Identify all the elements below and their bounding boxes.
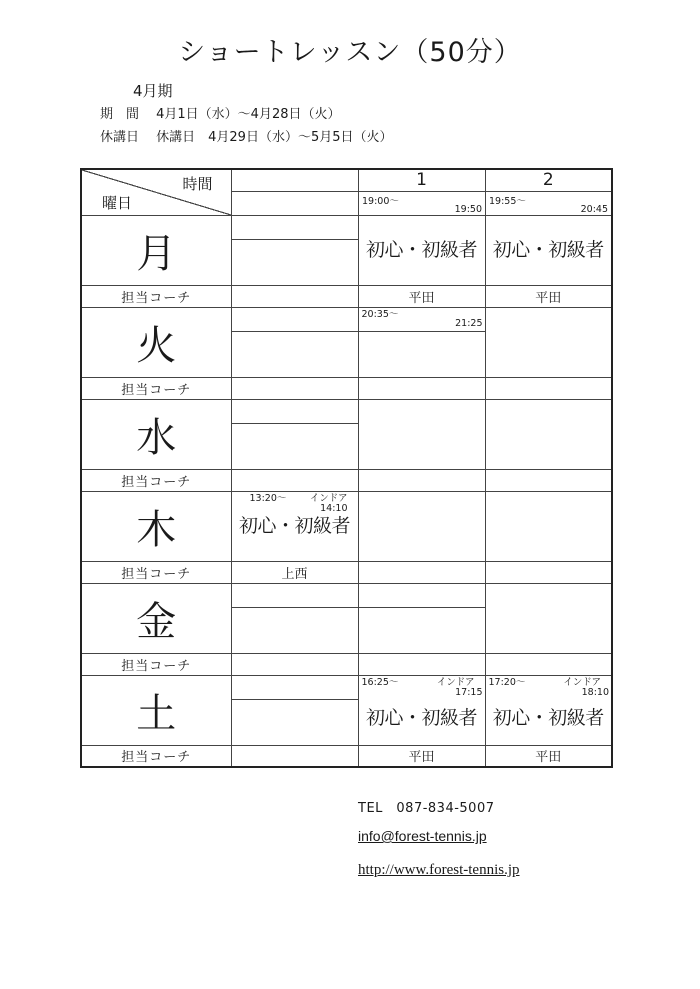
website-link[interactable]: http://www.forest-tennis.jp xyxy=(358,862,520,878)
day-tuesday: 火 xyxy=(81,307,231,377)
sat-col2-slot xyxy=(485,675,612,745)
schedule-table xyxy=(80,168,613,768)
lesson-name: 初心・初級者 xyxy=(492,238,604,261)
thu-col0-slot xyxy=(231,491,358,561)
time-end: 20:45 xyxy=(580,204,608,215)
day-header: 曜日 xyxy=(102,193,133,212)
indoor-label: インドア xyxy=(436,676,475,688)
fri-col2-coach xyxy=(485,653,612,675)
thu-col1-slot xyxy=(358,491,485,561)
time-start: 19:55～ xyxy=(489,196,526,207)
day-wednesday: 水 xyxy=(81,399,231,469)
coach-name: 平田 xyxy=(358,285,485,307)
day-thursday: 木 xyxy=(81,491,231,561)
time-header: 時間 xyxy=(182,175,213,193)
coach-label: 担当コーチ xyxy=(81,469,231,491)
mon-col1-slot xyxy=(358,215,485,285)
wed-col1-coach xyxy=(358,469,485,491)
phone-number: TEL 087-834-5007 xyxy=(358,801,495,816)
thu-col1-coach xyxy=(358,561,485,583)
sat-col0-top xyxy=(231,675,358,699)
time-end: 14:10 xyxy=(320,502,348,514)
indoor-label: インドア xyxy=(309,492,348,504)
period-line: 期 間 4月1日（水）～4月28日（火） xyxy=(100,107,341,122)
coach-label: 担当コーチ xyxy=(81,745,231,767)
day-friday: 金 xyxy=(81,583,231,653)
time-start: 13:20～ xyxy=(249,492,287,504)
time-end: 21:25 xyxy=(455,318,483,329)
tue-col1-body xyxy=(358,331,485,377)
tue-col2-slot xyxy=(485,307,612,377)
lesson-name: 初心・初級者 xyxy=(238,514,350,537)
mon-col2-slot xyxy=(485,215,612,285)
fri-col0-coach xyxy=(231,653,358,675)
corner-header xyxy=(81,169,231,215)
day-saturday: 土 xyxy=(81,675,231,745)
mon-col1-times xyxy=(358,192,485,216)
coach-name: 平田 xyxy=(358,745,485,767)
thu-col2-coach xyxy=(485,561,612,583)
lesson-name: 初心・初級者 xyxy=(492,706,604,729)
sat-col0-coach xyxy=(231,745,358,767)
fri-col1-coach xyxy=(358,653,485,675)
mon-col0-top xyxy=(231,215,358,239)
wed-col0-bottom xyxy=(231,423,358,469)
time-end: 17:15 xyxy=(455,686,483,698)
wed-col2-coach xyxy=(485,469,612,491)
wed-col0-coach xyxy=(231,469,358,491)
coach-label: 担当コーチ xyxy=(81,377,231,399)
col1-header: 1 xyxy=(358,169,485,191)
page-title: ショートレッスン（50分） xyxy=(178,37,522,68)
fri-col0-top xyxy=(231,583,358,607)
tue-col0-coach xyxy=(231,377,358,399)
col2-header: 2 xyxy=(485,169,612,191)
mon-col0-bottom xyxy=(231,239,358,285)
tue-col0-top xyxy=(231,307,358,331)
time-start: 19:00～ xyxy=(362,196,399,207)
sat-col0-bottom xyxy=(231,699,358,745)
lesson-name: 初心・初級者 xyxy=(365,238,477,261)
holiday-line: 休講日 休講日 4月29日（水）～5月5日（火） xyxy=(100,130,393,145)
day-monday: 月 xyxy=(81,215,231,285)
time-end: 19:50 xyxy=(454,204,482,215)
mon-col0-coach xyxy=(231,285,358,307)
coach-label: 担当コーチ xyxy=(81,653,231,675)
wed-col2-slot xyxy=(485,399,612,469)
tue-col2-coach xyxy=(485,377,612,399)
tue-col0-bottom xyxy=(231,331,358,377)
coach-name: 上西 xyxy=(231,561,358,583)
fri-col2-slot xyxy=(485,583,612,653)
time-start: 16:25～ xyxy=(361,676,399,688)
term-label: 4月期 xyxy=(133,82,173,100)
fri-col1-bottom xyxy=(358,607,485,653)
col0-header xyxy=(231,169,358,191)
sat-col1-slot xyxy=(358,675,485,745)
indoor-label: インドア xyxy=(563,676,601,688)
wed-col0-top xyxy=(231,399,358,423)
time-end: 18:10 xyxy=(581,686,609,698)
coach-name: 平田 xyxy=(485,745,612,767)
mon-col2-times xyxy=(485,192,611,216)
tue-col1-time xyxy=(358,307,485,331)
fri-col0-bottom xyxy=(231,607,358,653)
coach-label: 担当コーチ xyxy=(81,285,231,307)
coach-name: 平田 xyxy=(485,285,612,307)
lesson-name: 初心・初級者 xyxy=(365,706,477,729)
email-link[interactable]: info@forest-tennis.jp xyxy=(358,828,487,844)
thu-col2-slot xyxy=(485,491,612,561)
time-start: 17:20～ xyxy=(488,676,526,688)
coach-label: 担当コーチ xyxy=(81,561,231,583)
wed-col1-slot xyxy=(358,399,485,469)
col0-subheader xyxy=(231,191,358,215)
time-start: 20:35～ xyxy=(361,308,399,320)
fri-col1-top xyxy=(358,583,485,607)
tue-col1-coach xyxy=(358,377,485,399)
